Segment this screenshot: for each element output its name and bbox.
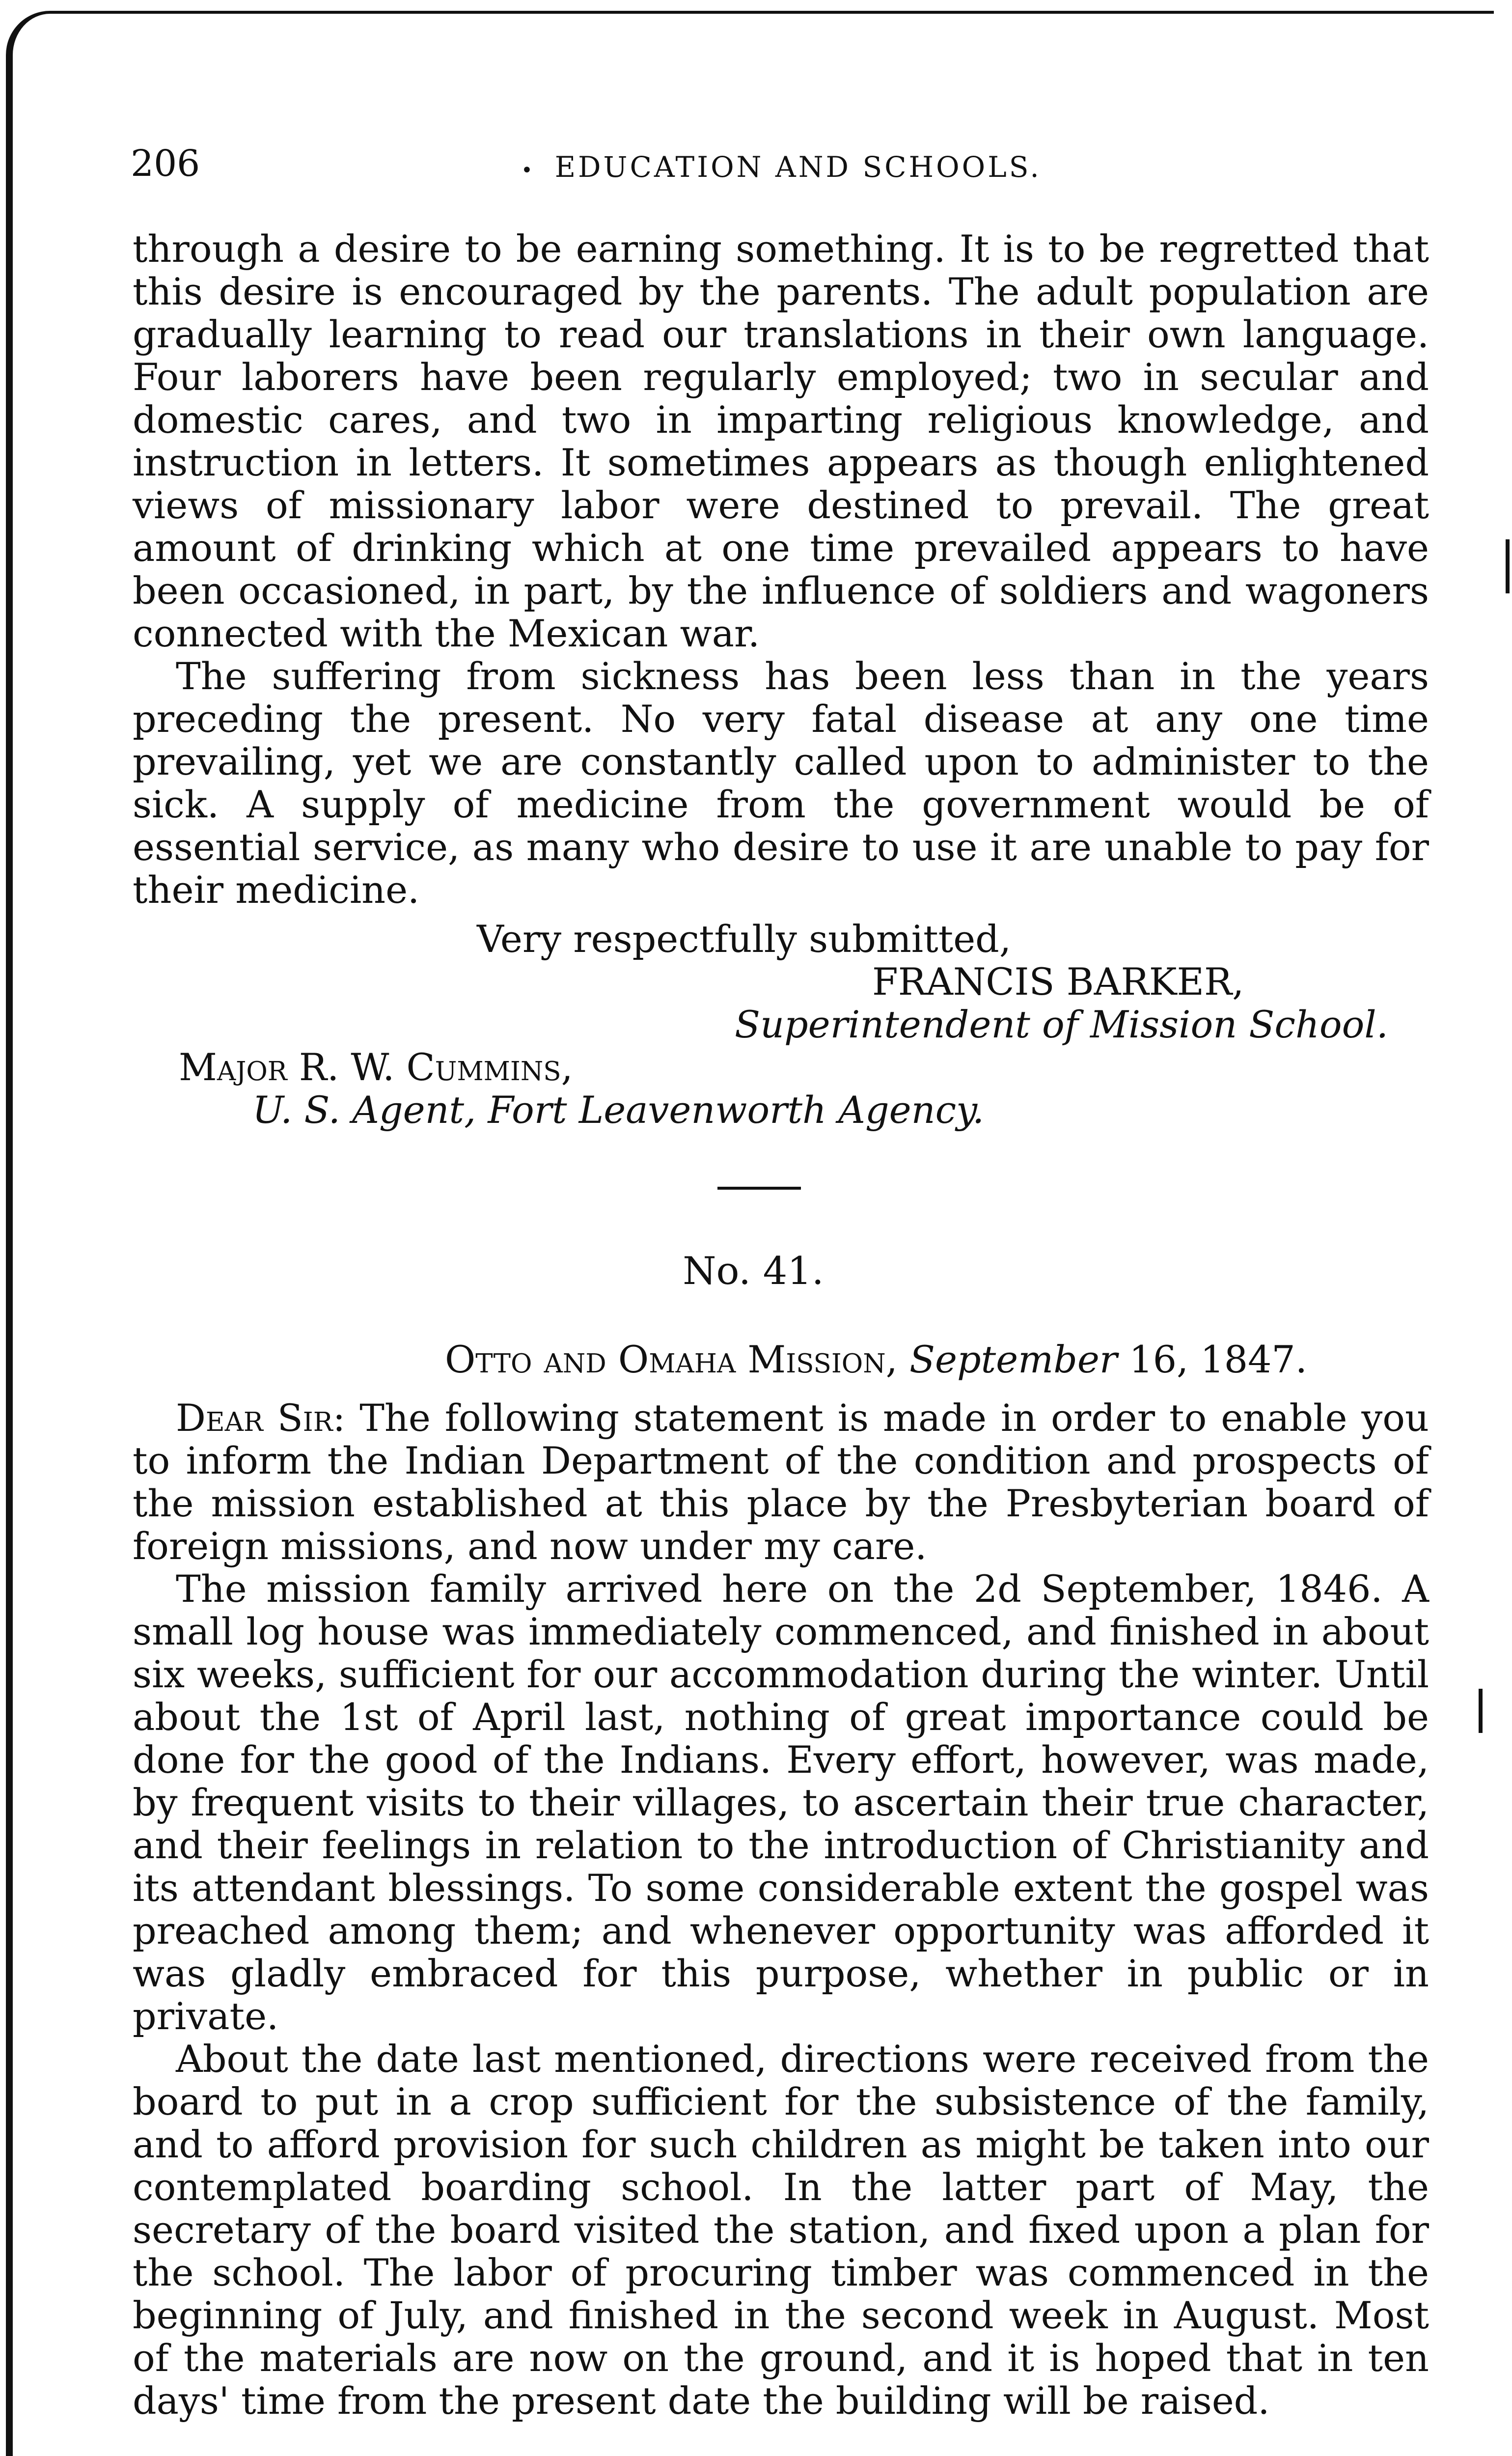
page-header xyxy=(131,142,1432,196)
salutation: Dear Sir: xyxy=(176,1396,346,1440)
signer-name: FRANCIS BARKER, xyxy=(872,960,1244,1004)
margin-mark-lower xyxy=(1479,1689,1483,1733)
valediction: Very respectfully submitted, xyxy=(477,917,1011,961)
body-paragraph xyxy=(133,1396,1429,1567)
addressee-title: U. S. Agent, Fort Leavenworth Agency. xyxy=(252,1088,985,1132)
body-paragraph: The suffering from sickness has been less than in the years preceding the present. No very fatal disease at any one time prevailing, yet we are constantly called upon to administer to the sick. A supply of medicine from the government would be of essential service, as many who desire to use it are unable to pay for their medicine. xyxy=(133,654,1429,912)
page-number: 206 xyxy=(131,142,200,185)
dateline xyxy=(445,1338,1307,1381)
section-divider xyxy=(717,1187,801,1190)
body-text: The following statement is made in order to enable you to inform the Indian Department of the condition and prospects of the mission established at this place by the Presbyterian board of foreign missions, and now under my care. xyxy=(133,1396,1429,1568)
dateline-year: 16, 1847. xyxy=(1129,1338,1307,1381)
report-body xyxy=(133,227,1429,911)
body-paragraph: through a desire to be earning something. It is to be regretted that this desire is encouraged by the parents. The adult population are gradually learning to read our translations in their own language. Four laborers have been regularly employed; two in secular and domestic cares, and two in imparting religious knowledge, and instruction in letters. It sometimes appears as though enlightened views of missionary labor were destined to prevail. The great amount of drinking which at one time prevailed appears to have been occasioned, in part, by the influence of soldiers and wagoners connected with the Mexican war. xyxy=(133,227,1429,655)
signer-title: Superintendent of Mission School. xyxy=(735,1003,1388,1046)
letter-body xyxy=(133,1396,1429,2422)
running-head-title: EDUCATION AND SCHOOLS. xyxy=(554,150,1042,184)
dateline-date: September xyxy=(909,1338,1118,1381)
book-page xyxy=(6,11,1494,2456)
body-paragraph: About the date last mentioned, directions were received from the board to put in a crop sufficient for the subsistence of the family, and to afford provision for such children as might be taken into our contemplated boarding school. In the latter part of May, the secretary of the board visited the station, and fixed upon a plan for the school. The labor of procuring timber was commenced in the beginning of July, and finished in the second week in August. Most of the materials are now on the ground, and it is hoped that in ten days' time from the present date the building will be raised. xyxy=(133,2037,1429,2423)
document-number: No. 41. xyxy=(683,1249,824,1293)
addressee-name: Major R. W. Cummins, xyxy=(179,1045,573,1089)
body-paragraph: The mission family arrived here on the 2d September, 1846. A small log house was immediately commenced, and finished in about six weeks, sufficient for our accommodation during the winter. Until about the 1st of April last, nothing of great importance could be done for the good of the Indians. Every effort, however, was made, by frequent visits to their villages, to ascertain their true character, and their feelings in relation to the introduction of Christianity and its attendant blessings. To some considerable extent the gospel was preached among them; and whenever opportunity was afforded it was gladly embraced for this purpose, whether in public or in private. xyxy=(133,1567,1429,2038)
running-head xyxy=(131,150,1432,184)
margin-mark-upper xyxy=(1506,539,1510,593)
dateline-place: Otto and Omaha Mission, xyxy=(445,1338,898,1381)
running-head-marker: • xyxy=(521,159,535,182)
